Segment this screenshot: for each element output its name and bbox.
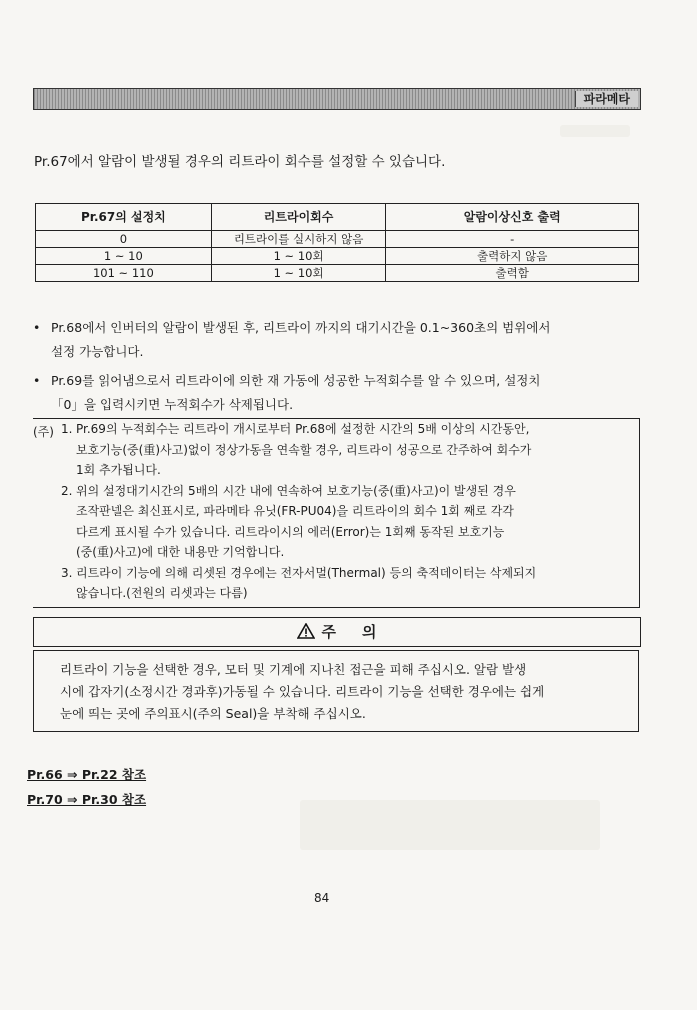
- caution-line: 눈에 띄는 곳에 주의표시(주의 Seal)을 부착해 주십시오.: [60, 706, 366, 721]
- note-line: 다르게 표시될 수가 있습니다. 리트라이시의 에러(Error)는 1회째 동작된 보호기능: [76, 524, 505, 539]
- note-item-number: 3.: [61, 565, 73, 580]
- section-header-label: 파라메타: [575, 91, 638, 107]
- bullet-dot: •: [33, 320, 41, 335]
- note-item: [61, 481, 639, 563]
- note-box: [33, 418, 640, 608]
- table-header-cell: 알람이상신호 출력: [386, 204, 639, 231]
- section-header-bar: [33, 88, 641, 110]
- retry-settings-table: [35, 203, 639, 282]
- bullet-line: 「0」을 입력시키면 누적회수가 삭제됩니다.: [51, 397, 294, 412]
- note-list: [61, 419, 639, 604]
- table-cell: 0: [36, 231, 212, 248]
- table-cell: 1 ~ 10회: [211, 265, 386, 282]
- note-line: 조작판넬은 최신표시로, 파라메타 유닛(FR-PU04)을 리트라이의 회수 1회 째로 각각: [76, 504, 514, 518]
- bullet-item: [33, 316, 633, 364]
- table-header-cell: 리트라이회수: [211, 204, 386, 231]
- bullet-line: 설정 가능합니다.: [51, 344, 144, 359]
- parameter-reference: Pr.70 ⇒ Pr.30 참조: [27, 792, 147, 807]
- caution-title: 주 의: [321, 623, 377, 641]
- parameter-reference: Pr.66 ⇒ Pr.22 참조: [27, 767, 147, 782]
- table-cell: 출력하지 않음: [386, 248, 639, 265]
- bullet-item: [33, 369, 633, 417]
- note-item-number: 2.: [61, 483, 73, 498]
- note-line: 위의 설정대기시간의 5배의 시간 내에 연속하여 보호기능(중(重)사고)이 발생된 경우: [76, 483, 516, 498]
- note-line: 않습니다.(전원의 리셋과는 다름): [76, 586, 248, 600]
- note-line: 1회 추가됩니다.: [76, 463, 161, 477]
- caution-header: [33, 617, 641, 647]
- table-header-cell: Pr.67의 설정치: [36, 204, 212, 231]
- table-row: [36, 265, 639, 282]
- bullet-line: Pr.68에서 인버터의 알람이 발생된 후, 리트라이 까지의 대기시간을 0.1~360초의 범위에서: [51, 320, 551, 335]
- table-header-row: [36, 204, 639, 231]
- table-cell: -: [386, 231, 639, 248]
- intro-text: Pr.67에서 알람이 발생될 경우의 리트라이 회수를 설정할 수 있습니다.: [34, 154, 446, 170]
- table-cell: 1 ~ 10: [36, 248, 212, 265]
- table-cell: 출력함: [386, 265, 639, 282]
- table-cell: 101 ~ 110: [36, 265, 212, 282]
- note-line: (중(重)사고)에 대한 내용만 기억합니다.: [76, 545, 285, 559]
- bullet-dot: •: [33, 373, 41, 388]
- bullet-line: Pr.69를 읽어냄으로서 리트라이에 의한 재 가동에 성공한 누적회수를 알 수 있으며, 설정치: [51, 373, 541, 388]
- note-tag: (주): [33, 425, 54, 439]
- page-number: 84: [314, 891, 330, 905]
- note-item-number: 1.: [61, 422, 73, 436]
- table-cell: 리트라이를 실시하지 않음: [211, 231, 386, 248]
- caution-body: [33, 650, 639, 732]
- table-cell: 1 ~ 10회: [211, 248, 386, 265]
- bleed-through-smudge: [300, 800, 600, 850]
- table-row: [36, 248, 639, 265]
- caution-line: 시에 갑자기(소정시간 경과후)가동될 수 있습니다. 리트라이 기능을 선택한 경우에는 쉽게: [60, 684, 545, 699]
- note-item: [61, 563, 639, 604]
- note-line: 리트라이 기능에 의해 리셋된 경우에는 전자서멀(Thermal) 등의 축적데이터는 삭제되지: [76, 565, 537, 580]
- note-item: [61, 419, 639, 481]
- caution-line: 리트라이 기능을 선택한 경우, 모터 및 기계에 지나친 접근을 피해 주십시오. 알람 발생: [60, 662, 527, 677]
- bleed-through-smudge: [560, 125, 630, 137]
- note-line: Pr.69의 누적회수는 리트라이 개시로부터 Pr.68에 설정한 시간의 5배 이상의 시간동안,: [76, 422, 530, 436]
- note-line: 보호기능(중(重)사고)없이 정상가동을 연속할 경우, 리트라이 성공으로 간주하여 회수가: [76, 442, 532, 457]
- table-row: [36, 231, 639, 248]
- warning-icon: [297, 623, 315, 639]
